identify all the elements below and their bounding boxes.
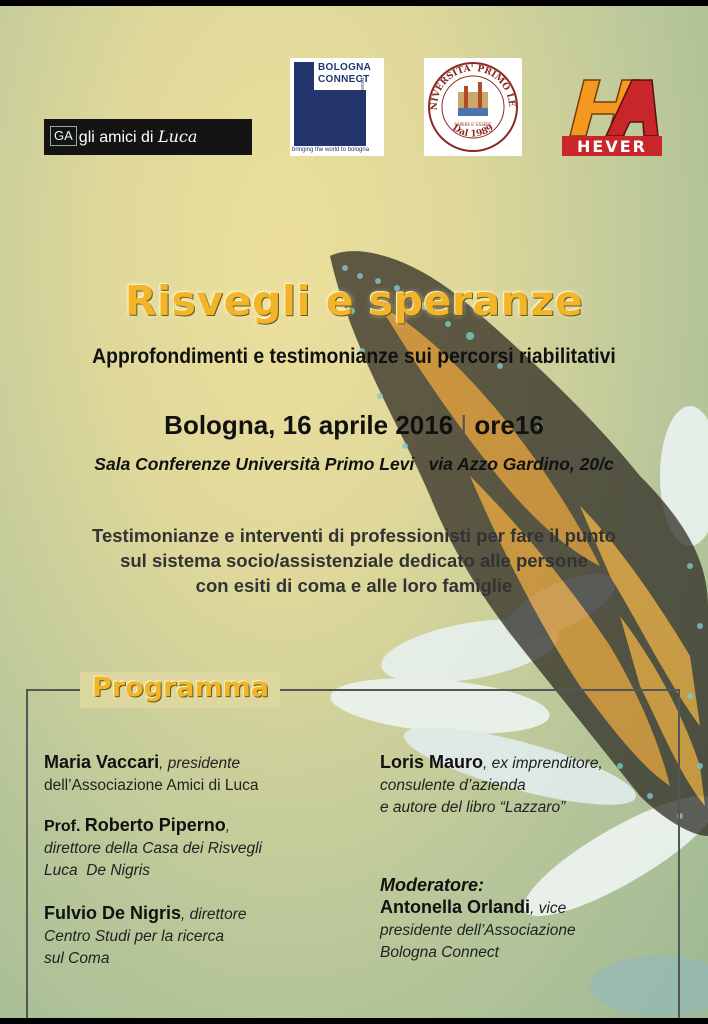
- speaker-title-prefix: Prof.: [44, 818, 81, 835]
- venue-separator: |: [419, 454, 424, 474]
- speaker-name: Roberto Piperno: [84, 815, 226, 835]
- speaker-role: , direttore: [181, 906, 247, 923]
- universita-primo-levi-logo: [424, 58, 522, 156]
- bologna-logo-block: [314, 90, 366, 146]
- speaker-role-line: consulente d’azienda: [380, 777, 526, 794]
- speaker-role-line: dell’Associazione Amici di Luca: [44, 777, 259, 794]
- speaker-name: Fulvio De Nigris: [44, 903, 182, 923]
- bologna-logo-line1: BOLOGNA: [318, 62, 372, 73]
- moderator-label: Moderatore:: [380, 875, 485, 895]
- event-time: ore16: [474, 410, 544, 440]
- hever-logo: [560, 74, 664, 158]
- speaker-block: [380, 751, 680, 819]
- bologna-logo-tagline: bringing the world to bologna: [292, 147, 370, 153]
- moderator-role-line: presidente dell’Associazione: [380, 922, 576, 939]
- speaker-role: , ex imprenditore,: [483, 755, 603, 772]
- event-subtitle: Approfondimenti e testimonianze sui percorsi riabilitativi: [92, 344, 616, 368]
- event-intro: [0, 523, 708, 598]
- hever-logo-mark: [560, 74, 664, 158]
- hever-logo-text: HEVER: [577, 137, 647, 156]
- speaker-role-line: Centro Studi per la ricerca: [44, 928, 225, 945]
- intro-line: Testimonianze e interventi di professionisti per fare il punto: [92, 525, 616, 546]
- speaker-role: ,: [225, 818, 231, 835]
- speaker-role-line: direttore della Casa dei Risvegli: [44, 840, 262, 857]
- bologna-connect-logo: [290, 58, 384, 156]
- univ-motto: SAPERE E' ESSERE: [454, 122, 492, 127]
- speaker-name: Loris Mauro: [380, 752, 484, 772]
- intro-line: sul sistema socio/assistenziale dedicato alle persone: [120, 550, 588, 571]
- speaker-role: , presidente: [159, 755, 241, 772]
- moderator-role-line: Bologna Connect: [380, 944, 499, 961]
- amici-logo-script: Luca: [157, 127, 198, 146]
- bologna-logo-vertical-tagline: bringing bologna to the world: [360, 77, 366, 142]
- programma-frame-left: [26, 689, 28, 1018]
- univ-since-text: Dal 1989: [450, 123, 496, 140]
- moderator-role: , vice: [530, 900, 567, 917]
- event-title: Risvegli e speranze: [124, 277, 584, 325]
- speaker-role-line: sul Coma: [44, 950, 110, 967]
- speaker-block: [44, 902, 344, 970]
- universita-seal: [424, 58, 522, 156]
- speaker-role-line: Luca De Nigris: [44, 862, 150, 879]
- gli-amici-di-luca-logo: [44, 119, 252, 155]
- speaker-block: [44, 814, 344, 882]
- date-separator: |: [460, 410, 468, 440]
- event-date: Bologna, 16 aprile 2016: [164, 410, 454, 440]
- amici-logo-text: gli amici di: [78, 129, 154, 146]
- programma-heading: Programma: [92, 672, 270, 703]
- speaker-name: Maria Vaccari: [44, 752, 160, 772]
- bologna-logo-bar: [294, 62, 314, 146]
- event-venue-line: [0, 454, 708, 475]
- intro-line: con esiti di coma e alle loro famiglie: [195, 575, 513, 596]
- programma-frame-right: [678, 689, 680, 1018]
- amici-logo-mark: GA: [50, 126, 77, 146]
- event-venue: Sala Conferenze Università Primo Levi: [94, 454, 415, 474]
- event-date-line: [0, 410, 708, 441]
- poster: [0, 6, 708, 1018]
- univ-ring-text: NIVERSITA' PRIMO LE: [429, 63, 517, 111]
- speaker-role-line: e autore del libro “Lazzaro”: [380, 799, 566, 816]
- moderator-block: [380, 874, 680, 964]
- speaker-block: [44, 751, 344, 797]
- bologna-logo-line2: CONNECT: [318, 74, 370, 85]
- event-address: via Azzo Gardino, 20/c: [428, 454, 614, 474]
- moderator-name: Antonella Orlandi: [380, 897, 531, 917]
